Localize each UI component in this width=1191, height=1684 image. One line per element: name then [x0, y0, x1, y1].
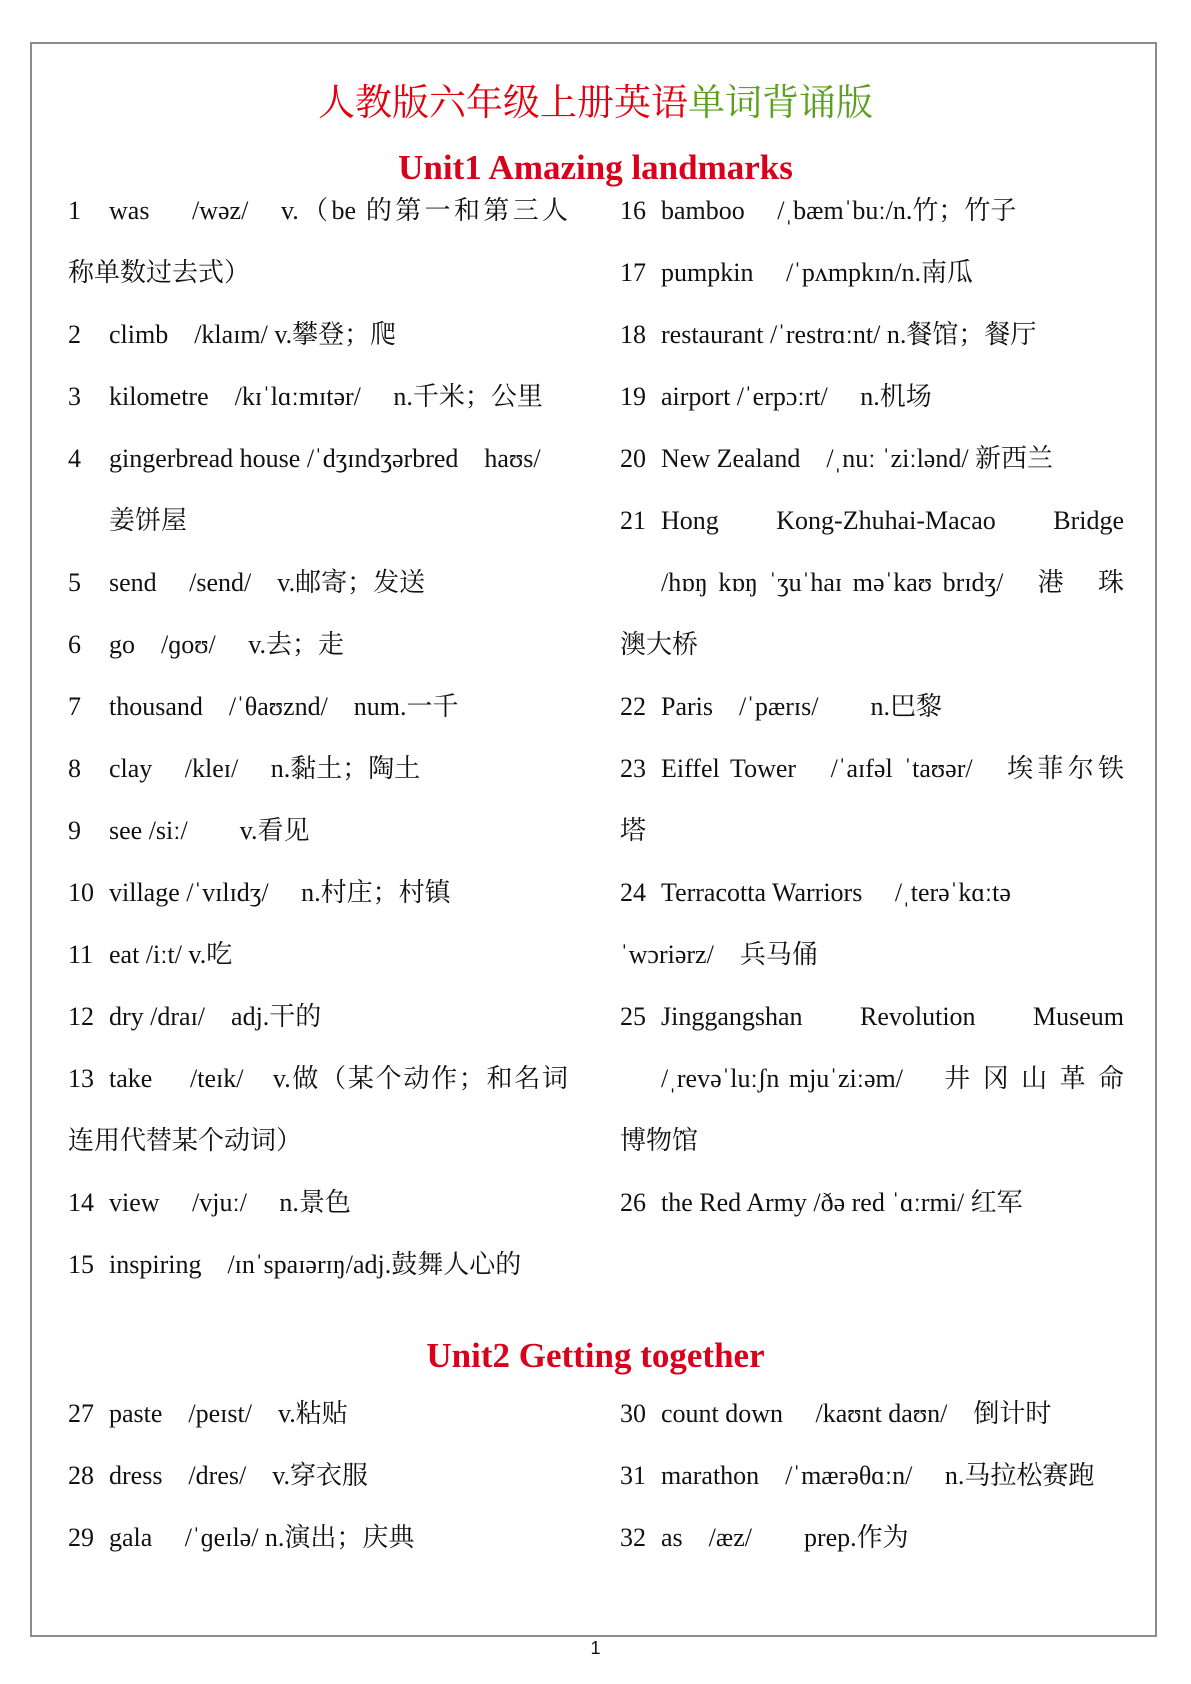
item-text: send /send/ v.邮寄；发送 [109, 568, 426, 597]
unit1-right-column [620, 180, 1124, 1234]
item-text: clay /kleɪ/ n.黏土；陶土 [109, 754, 421, 783]
unit1-left-column [68, 180, 568, 1296]
vocab-item-continuation [68, 1110, 568, 1172]
item-text: airport /ˈerpɔːrt/ n.机场 [661, 382, 932, 411]
item-number: 28 [68, 1461, 94, 1490]
vocab-item [620, 986, 1124, 1048]
item-number: 5 [68, 568, 81, 597]
vocab-item [620, 1383, 1124, 1445]
item-number: 17 [620, 258, 646, 287]
vocab-item [68, 986, 568, 1048]
item-text: 塔 [620, 816, 647, 845]
item-number: 30 [620, 1399, 646, 1428]
item-text: go /ɡoʊ/ v.去；走 [109, 630, 345, 659]
item-text: gala /ˈɡeɪlə/ n.演出；庆典 [109, 1523, 415, 1552]
item-text: dry /draɪ/ adj.干的 [109, 1002, 322, 1031]
item-text: /ˌrevəˈluːʃn mjuˈziːəm/ 井 冈 山 革 命 [661, 1064, 1124, 1093]
vocab-item [620, 180, 1124, 242]
vocab-item [68, 614, 568, 676]
vocab-item-continuation [620, 1048, 1124, 1110]
unit2-right-column [620, 1383, 1124, 1569]
item-number: 2 [68, 320, 81, 349]
item-number: 14 [68, 1188, 94, 1217]
item-number: 21 [620, 506, 646, 535]
item-number: 7 [68, 692, 81, 721]
item-number: 20 [620, 444, 646, 473]
vocab-item [68, 304, 568, 366]
vocab-item [620, 1445, 1124, 1507]
vocab-item-continuation [68, 490, 568, 552]
item-text: bamboo /ˌbæmˈbuː/n.竹；竹子 [661, 196, 1017, 225]
item-number: 27 [68, 1399, 94, 1428]
item-number: 16 [620, 196, 646, 225]
item-number: 31 [620, 1461, 646, 1490]
item-text: see /siː/ v.看见 [109, 816, 310, 845]
item-number: 25 [620, 1002, 646, 1031]
vocab-item [68, 180, 568, 242]
vocab-item [620, 366, 1124, 428]
item-text: ˈwɔriərz/ 兵马俑 [620, 940, 818, 969]
item-number: 26 [620, 1188, 646, 1217]
vocab-item [68, 552, 568, 614]
item-text: Terracotta Warriors /ˌterəˈkɑːtə [661, 878, 1011, 907]
vocab-item [620, 738, 1124, 800]
vocab-item [68, 1048, 568, 1110]
item-number: 13 [68, 1064, 94, 1093]
vocab-item [620, 490, 1124, 552]
vocab-item-continuation [620, 1110, 1124, 1172]
item-number: 6 [68, 630, 81, 659]
vocab-item [68, 738, 568, 800]
item-text: thousand /ˈθaʊznd/ num.一千 [109, 692, 459, 721]
item-text: gingerbread house /ˈdʒɪndʒərbred haʊs/ [109, 444, 541, 473]
item-number: 32 [620, 1523, 646, 1552]
vocab-item-continuation [68, 242, 568, 304]
item-number: 3 [68, 382, 81, 411]
vocab-item-continuation [620, 552, 1124, 614]
item-text: 连用代替某个动词） [68, 1126, 303, 1155]
vocab-item [620, 1507, 1124, 1569]
item-number: 1 [68, 196, 81, 225]
item-number: 19 [620, 382, 646, 411]
item-number: 9 [68, 816, 81, 845]
item-number: 24 [620, 878, 646, 907]
vocab-item [620, 862, 1124, 924]
item-text: inspiring /ɪnˈspaɪərɪŋ/adj.鼓舞人心的 [109, 1250, 522, 1279]
unit2-left-column [68, 1383, 568, 1569]
item-number: 11 [68, 940, 94, 969]
vocab-item-continuation [620, 800, 1124, 862]
vocab-item [620, 1172, 1124, 1234]
item-number: 8 [68, 754, 81, 783]
vocab-item-continuation [620, 614, 1124, 676]
vocab-item [68, 924, 568, 986]
vocab-item [620, 304, 1124, 366]
item-text: pumpkin /ˈpʌmpkɪn/n.南瓜 [661, 258, 974, 287]
vocab-item-continuation [620, 924, 1124, 986]
item-text: Hong Kong-Zhuhai-Macao Bridge [661, 506, 1124, 535]
item-text: paste /peɪst/ v.粘贴 [109, 1399, 348, 1428]
vocab-item [68, 676, 568, 738]
vocab-item [68, 862, 568, 924]
item-text: dress /dres/ v.穿衣服 [109, 1461, 369, 1490]
document-title [0, 78, 1191, 130]
item-text: /hɒŋ kɒŋ ˈʒuˈhaɪ məˈkaʊ brɪdʒ/ 港 珠 [661, 568, 1124, 597]
vocab-item [620, 428, 1124, 490]
item-text: view /vjuː/ n.景色 [109, 1188, 351, 1217]
item-text: Paris /ˈpærɪs/ n.巴黎 [661, 692, 942, 721]
vocab-item [68, 1234, 568, 1296]
item-text: 称单数过去式） [68, 258, 251, 287]
item-text: 博物馆 [620, 1126, 699, 1155]
item-text: eat /iːt/ v.吃 [109, 940, 233, 969]
item-text: as /æz/ prep.作为 [661, 1523, 909, 1552]
vocab-item [68, 800, 568, 862]
unit1-heading: Unit1 Amazing landmarks [398, 148, 793, 187]
item-text: climb /klaɪm/ v.攀登；爬 [109, 320, 397, 349]
item-text: count down /kaʊnt daʊn/ 倒计时 [661, 1399, 1052, 1428]
vocab-item [68, 1445, 568, 1507]
item-text: marathon /ˈmærəθɑːn/ n.马拉松赛跑 [661, 1461, 1095, 1490]
vocab-item [68, 428, 568, 490]
item-number: 22 [620, 692, 646, 721]
item-text: village /ˈvɪlɪdʒ/ n.村庄；村镇 [109, 878, 451, 907]
vocab-item [68, 366, 568, 428]
item-text: 澳大桥 [620, 630, 699, 659]
page-number: 1 [590, 1638, 601, 1658]
item-text: New Zealand /ˌnuː ˈziːlənd/ 新西兰 [661, 444, 1054, 473]
vocab-item [68, 1507, 568, 1569]
item-number: 23 [620, 754, 646, 783]
item-number: 10 [68, 878, 94, 907]
item-text: kilometre /kɪˈlɑːmɪtər/ n.千米；公里 [109, 382, 543, 411]
item-number: 15 [68, 1250, 94, 1279]
item-text: Jinggangshan Revolution Museum [661, 1002, 1124, 1031]
item-text: 姜饼屋 [109, 506, 188, 535]
title-part-red: 人教版六年级上册英语 [318, 83, 688, 124]
title-part-green: 单词背诵版 [688, 83, 873, 124]
item-text: was /wəz/ v.（be 的第一和第三人 [109, 196, 568, 225]
item-text: the Red Army /ðə red ˈɑːrmi/ 红军 [661, 1188, 1023, 1217]
vocab-item [620, 676, 1124, 738]
item-text: restaurant /ˈrestrɑːnt/ n.餐馆；餐厅 [661, 320, 1037, 349]
item-text: take /teɪk/ v.做（某个动作；和名词 [109, 1064, 568, 1093]
vocab-item [68, 1383, 568, 1445]
item-number: 18 [620, 320, 646, 349]
unit2-heading: Unit2 Getting together [426, 1336, 765, 1375]
item-number: 4 [68, 444, 81, 473]
item-text: Eiffel Tower /ˈaɪfəl ˈtaʊər/ 埃菲尔铁 [661, 754, 1124, 783]
vocab-item [68, 1172, 568, 1234]
item-number: 29 [68, 1523, 94, 1552]
vocab-item [620, 242, 1124, 304]
item-number: 12 [68, 1002, 94, 1031]
